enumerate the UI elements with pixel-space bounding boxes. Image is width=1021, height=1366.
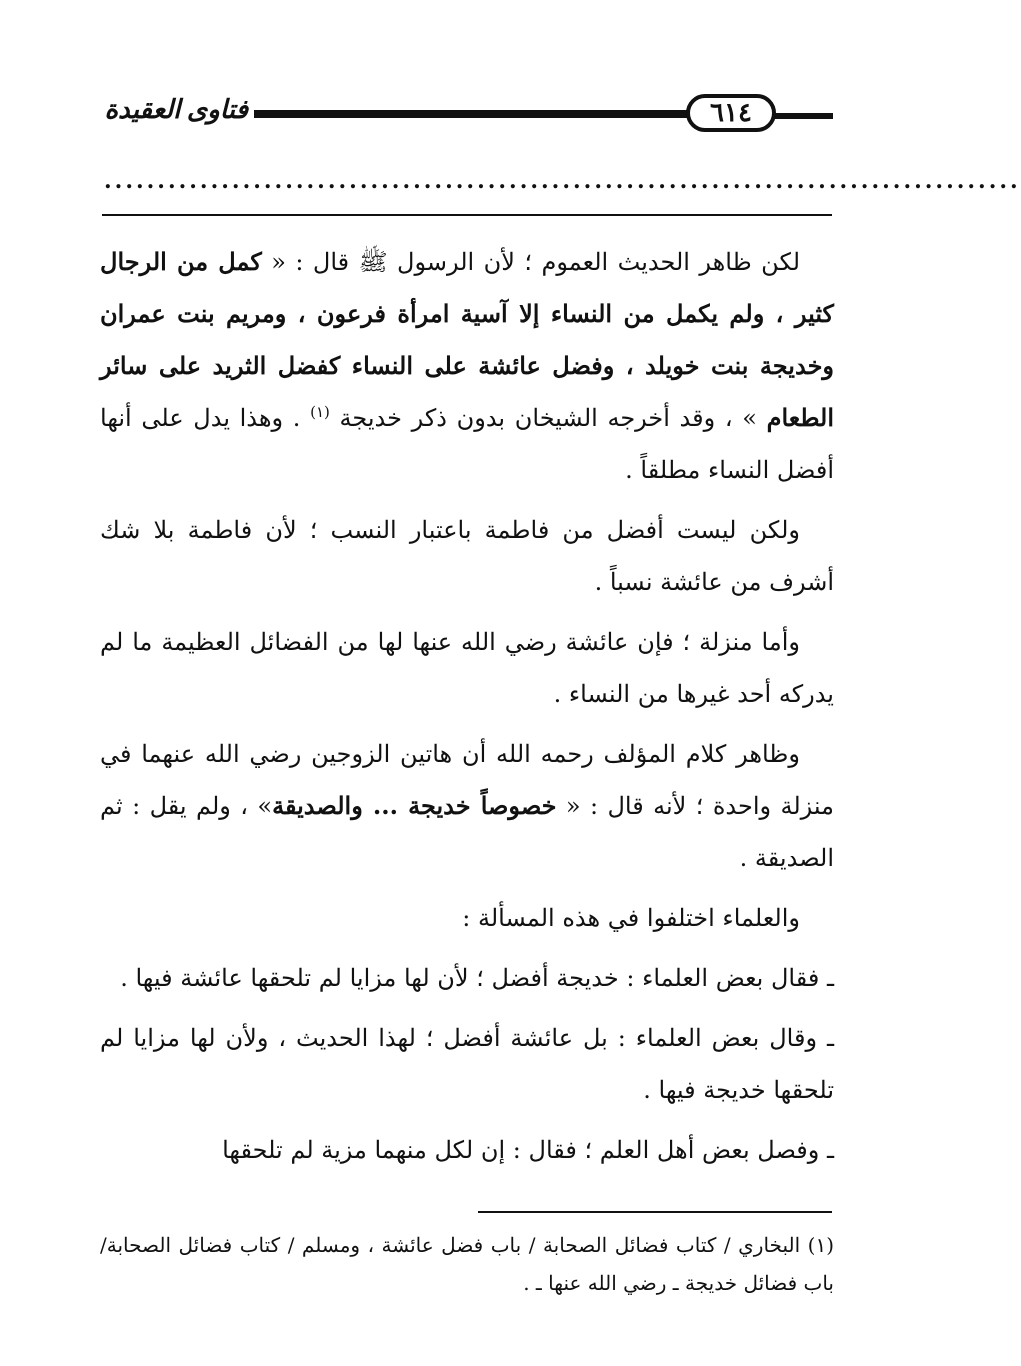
paragraph-1-middle: » ، وقد أخرجه الشيخان بدون ذكر خديجة [329,404,767,432]
book-title: فتاوى العقيدة [104,95,248,124]
page-number-badge [686,94,776,132]
paragraph-4 [100,728,834,884]
hadith-quote: كمل من الرجال كثير ، ولم يكمل من النساء إلا آسية امرأة فرعون ، ومريم بنت عمران وخديجة بنت خويلد ، وفضل عائشة على النساء كفضل الثريد على سائر الطعام [100,247,834,432]
opinion-1: ـ فقال بعض العلماء : خديجة أفضل ؛ لأن لها مزايا لم تلحقها عائشة فيها . [120,964,834,992]
paragraph-4-intro: وظاهر كلام المؤلف رحمه الله أن هاتين الزوجين رضي الله عنهما في منزلة واحدة ؛ لأنه قال : « [100,740,835,820]
paragraph-1 [100,236,834,496]
footnote: (١) البخاري / كتاب فضائل الصحابة / باب فضل عائشة ، ومسلم / كتاب فضائل الصحابة/ باب فضائل خديجة ـ رضي الله عنها ـ . [100,1233,834,1295]
header-rule-right [775,113,833,119]
paragraph-3: وأما منزلة ؛ فإن عائشة رضي الله عنها لها من الفضائل العظيمة ما لم يدركه أحد غيرها من النساء . [100,628,834,708]
opinion-2: ـ وقال بعض العلماء : بل عائشة أفضل ؛ لهذا الحديث ، ولأن لها مزايا لم تلحقها خديجة فيها . [100,1024,834,1104]
paragraph-2: ولكن ليست أفضل من فاطمة باعتبار النسب ؛ لأن فاطمة بلا شك أشرف من عائشة نسباً . [100,516,834,596]
paragraph-5: والعلماء اختلفوا في هذه المسألة : [462,904,800,932]
page-number: ٦١٤ [710,98,752,128]
header-divider [102,214,832,216]
footnote-ref: (١) [310,403,330,421]
page-body [100,236,834,1184]
opinion-3: ـ وفصل بعض أهل العلم ؛ فقال : إن لكل منهما مزية لم تلحقها [222,1136,834,1164]
header-rule-left [254,110,688,118]
paragraph-4-end: » ، ولم يقل : ثم الصديقة . [100,792,834,872]
author-quote: خصوصاً خديجة ... والصديقة [272,791,557,820]
paragraph-1-end: . وهذا يدل على أنها أفضل النساء مطلقاً . [100,404,834,484]
footnote-divider [478,1211,832,1213]
paragraph-1-intro: لكن ظاهر الحديث العموم ؛ لأن الرسول ﷺ قال : « [261,248,801,276]
dotted-separator: ...................................................................................... [104,168,1021,194]
